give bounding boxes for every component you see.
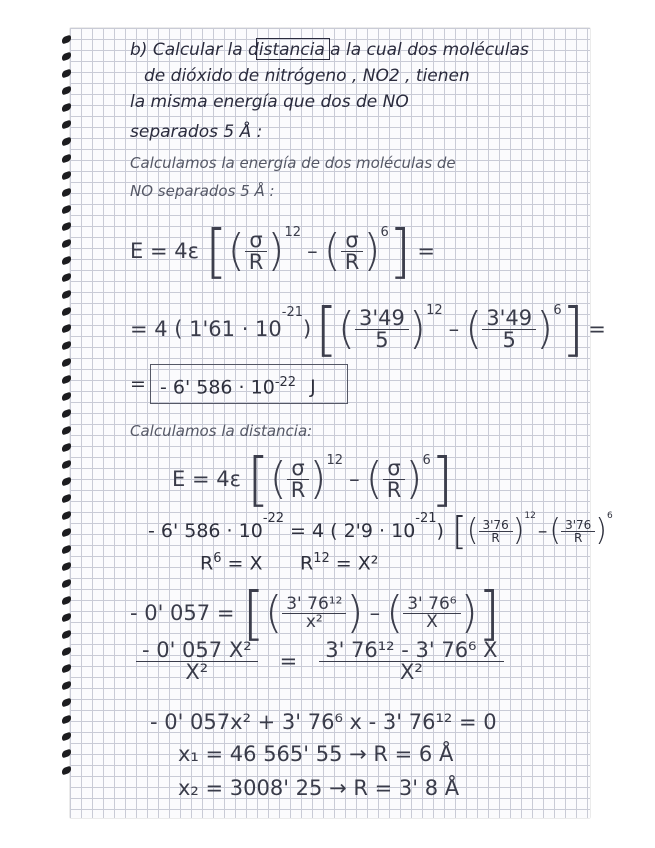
quadratic-equation: - 0' 057x² + 3' 76⁶ x - 3' 76¹² = 0 xyxy=(150,710,497,734)
solution-x1: x₁ = 46 565' 55 → R = 6 Å xyxy=(178,742,454,766)
equation-common-denominator: $\frac{\text{- 0' 057 X²}}{\text{X²}}$ = $\frac{\text{3' 76¹² - 3' 76⁶ X}}{\text{X²}}$ xyxy=(136,640,504,683)
lennard-jones-formula-2: E = 4ε [ ( $\frac{\sigma}{R}$ ) $^{12}$ – ( $\frac{\sigma}{R}$ ) $^6$ ] xyxy=(172,445,454,513)
step2-intro: Calculamos la distancia: xyxy=(130,422,313,440)
distance-highlight-box xyxy=(256,38,330,60)
result-energy-value: - 6' $586 \cdot 10^{-22}$ J xyxy=(160,375,316,399)
result-prefix: = xyxy=(130,373,146,395)
statement-line-1: b) Calcular la distancia a la cual dos moléculas xyxy=(130,40,529,60)
substitution-r12: $R^{12} = X^2$ xyxy=(300,551,379,575)
formula1-fraction-b: $\frac{\sigma}{R}$ xyxy=(341,230,364,273)
equation-in-x: - 0' 057 = [ ( $\frac{\text{3' 76¹²}}{\text{x²}}$ ) – ( $\frac{\text{3' 76⁶}}{X}$ ) ] xyxy=(130,579,501,647)
substitution-r6: $R^6 = X$ xyxy=(200,551,263,575)
formula1-lhs: E = 4ε xyxy=(130,238,199,263)
statement-line-4: separados 5 Å : xyxy=(130,122,263,142)
spiral-binding xyxy=(62,36,76,816)
step1-intro-line-1: Calculamos la energía de dos moléculas de xyxy=(130,154,456,172)
step1-intro-line-2: NO separados 5 Å : xyxy=(130,182,275,200)
statement-line-2: de dióxido de nitrógeno , NO2 , tienen xyxy=(144,66,470,86)
solution-x2: x₂ = 3008' 25 → R = 3' 8 Å xyxy=(178,776,460,800)
lennard-jones-formula-1: E = 4ε [ ( $\frac{\sigma}{R}$ ) $^{12}$ – ( $\frac{\sigma}{R}$ ) $^6$ ] = xyxy=(130,217,436,285)
energy-equation-formula: - 6' 586 · 10 $^{-22}$ = 4 ( 2'9 · 10 $^{-21}$ ) [ ( $\frac{3'76}{R}$ ) $^{12}$ – ( $\frac{3'76}{R}$ ) $^6$ xyxy=(148,509,613,553)
statement-line-3: la misma energía que dos de NO xyxy=(130,92,409,112)
formula1-fraction-a: $\frac{\sigma}{R}$ xyxy=(245,230,268,273)
energy-substitution-formula: = 4 ( 1'61 · 10 $^{-21}$ ) [ ( $\frac{3'49}{5}$ ) $^{12}$ – ( $\frac{3'49}{5}$ ) $^6$ ] = xyxy=(130,295,606,363)
